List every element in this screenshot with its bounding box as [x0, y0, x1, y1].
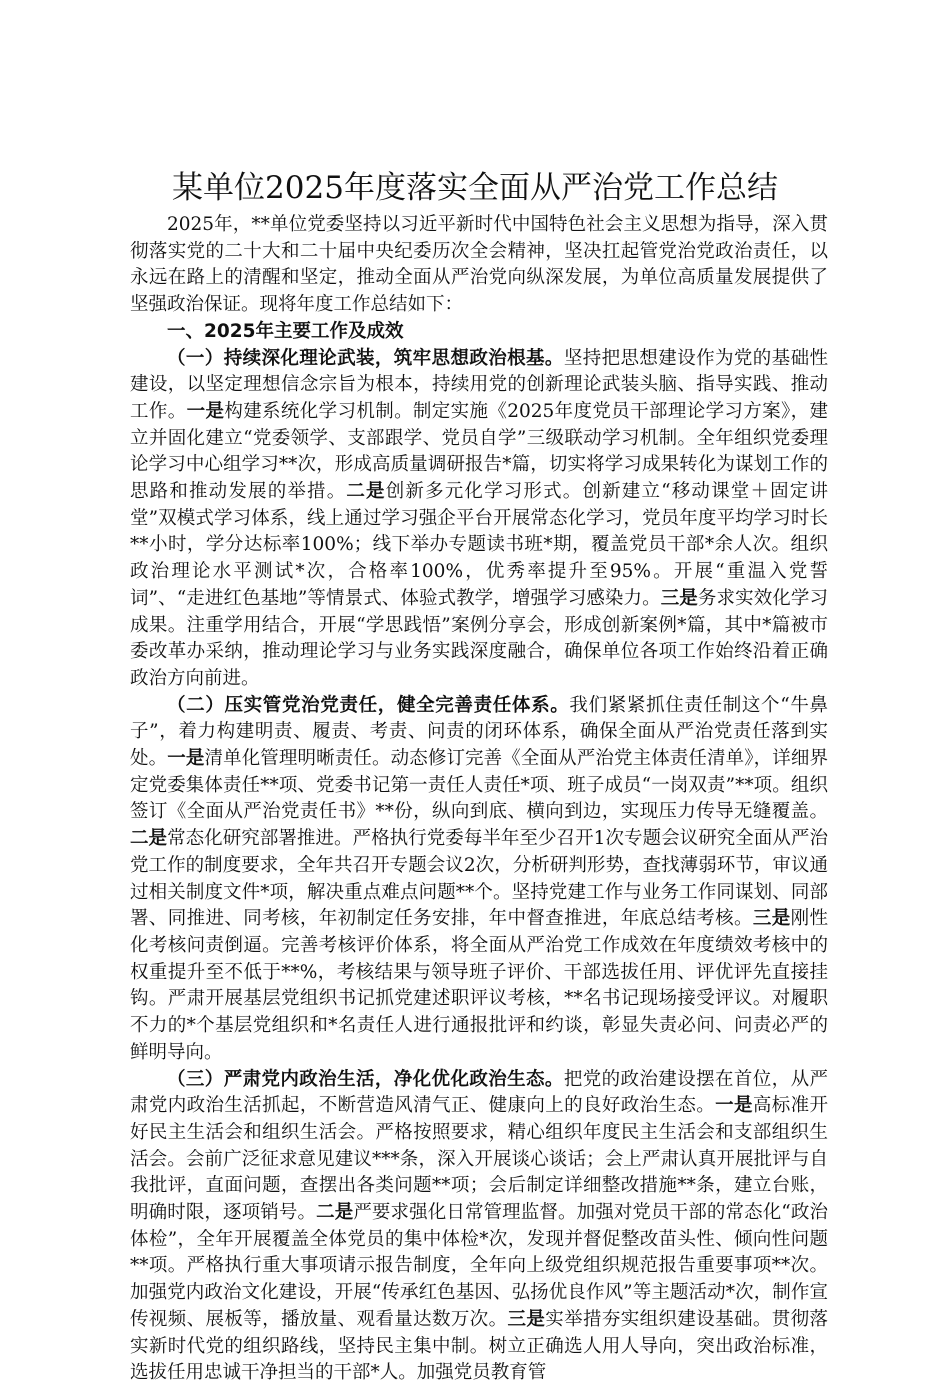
subsection-1-text-4: 务求实效化学习成果。注重学用结合，开展“学思践悟”案例分享会，形成创新案例*篇，其中*篇被市委改革办采纳，推动理论学习与业务实践深度融合，确保单位各项工作始终沿着正确政治方向前进。: [130, 587, 828, 689]
subsection-paragraph-2: [130, 693, 828, 1067]
subsection-1-text-1: 坚持把思想建设作为党的基础性建设，以坚定理想信念宗旨为根本，持续用党的创新理论武装头脑、指导实践、推动工作。: [130, 347, 828, 422]
subsection-1-text-2: 构建系统化学习机制。制定实施《2025年度党员干部理论学习方案》，建立并固化建立“党委领学、支部跟学、党员自学”三级联动学习机制。全年组织党委理论学习中心组学习**次，形成高质量调研报告*篇，切实将学习成果转化为谋划工作的思路和推动发展的举措。: [130, 400, 828, 503]
subsection-2-key-1: 一是: [167, 748, 205, 770]
subsection-3-key-3: 三是: [507, 1308, 546, 1330]
subsection-lead-1: （一）持续深化理论武装，筑牢思想政治根基。: [167, 347, 564, 369]
subsection-3-text-2: 高标准开好民主生活会和组织生活会。严格按照要求，精心组织年度民主生活会和支部组织生活会。会前广泛征求意见建议***条，深入开展谈心谈话；会上严肃认真开展批评与自我批评，直面问题，查摆出各类问题**项；会后制定详细整改措施**条，建立台账，明确时限，逐项销号。: [130, 1095, 828, 1224]
subsection-3-text-4: 实举措夯实组织建设基础。贯彻落实新时代党的组织路线，坚持民主集中制。树立正确选人用人导向，突出政治标准，选拔任用忠诚干净担当的干部*人。加强党员教育管: [130, 1308, 828, 1384]
subsection-2-text-4: 刚性化考核问责倒逼。完善考核评价体系，将全面从严治党工作成效在年度绩效考核中的权重提升至不低于**%，考核结果与领导班子评价、干部选拔任用、评优评先直接挂钩。严肃开展基层党组织书记抓党建述职评议考核，**名书记现场接受评议。对履职不力的*个基层党组织和*名责任人进行通报批评和约谈，彰显失责必问、问责必严的鲜明导向。: [130, 908, 828, 1063]
subsection-paragraph-3: [130, 1067, 828, 1387]
document-body: [130, 212, 828, 1387]
subsection-1-key-2: 二是: [346, 481, 386, 503]
subsection-2-key-3: 三是: [752, 908, 791, 930]
subsection-2-text-2: 清单化管理明晰责任。动态修订完善《全面从严治党主体责任清单》，详细界定党委集体责任**项、党委书记第一责任人责任*项、班子成员“一岗双责”**项。组织签订《全面从严治党责任书》**份，纵向到底、横向到边，实现压力传导无缝覆盖。: [130, 748, 828, 823]
subsection-3-text-3: 严要求强化日常管理监督。加强对党员干部的常态化“政治体检”，全年开展覆盖全体党员的集中体检*次，发现并督促整改苗头性、倾向性问题**项。严格执行重大事项请示报告制度，全年向上级党组织规范报告重要事项**次。加强党内政治文化建设，开展“传承红色基因、弘扬优良作风”等主题活动*次，制作宣传视频、展板等，播放量、观看量达数万次。: [130, 1202, 828, 1330]
subsection-2-text-1: 我们紧紧抓住责任制这个“牛鼻子”，着力构建明责、履责、考责、问责的闭环体系，确保全面从严治党责任落到实处。: [130, 694, 828, 770]
subsection-3-key-1: 一是: [715, 1095, 753, 1117]
subsection-1-text-3: 创新多元化学习形式。创新建立“移动课堂＋固定讲堂”双模式学习体系，线上通过学习强企平台开展常态化学习，党员年度平均学习时长**小时，学分达标率100%；线下举办专题读书班*期，覆盖党员干部*余人次。组织政治理论水平测试*次，合格率100%，优秀率提升至95%。开展“重温入党誓词”、“走进红色基地”等情景式、体验式教学，增强学习感染力。: [130, 481, 828, 609]
subsection-2-key-2: 二是: [130, 828, 168, 850]
subsection-lead-2: （二）压实管党治党责任，健全完善责任体系。: [167, 694, 570, 716]
subsection-1-key-3: 三是: [660, 587, 698, 609]
subsection-paragraph-1: [130, 346, 828, 693]
document-title: 某单位2025年度落实全面从严治党工作总结: [172, 170, 778, 206]
intro-paragraph: 2025年，**单位党委坚持以习近平新时代中国特色社会主义思想为指导，深入贯彻落实党的二十大和二十届中央纪委历次全会精神，坚决扛起管党治党政治责任，以永远在路上的清醒和坚定，推动全面从严治党向纵深发展，为单位高质量发展提供了坚强政治保证。现将年度工作总结如下：: [130, 214, 828, 316]
subsection-lead-3: （三）严肃党内政治生活，净化优化政治生态。: [167, 1068, 564, 1090]
section-heading-main-work: 一、2025年主要工作及成效: [167, 320, 404, 342]
subsection-3-key-2: 二是: [316, 1202, 354, 1224]
subsection-1-key-1: 一是: [186, 400, 225, 422]
subsection-2-text-3: 常态化研究部署推进。严格执行党委每半年至少召开1次专题会议研究全面从严治党工作的制度要求，全年共召开专题会议2次，分析研判形势，查找薄弱环节，审议通过相关制度文件*项，解决重点难点问题**个。坚持党建工作与业务工作同谋划、同部署、同推进、同考核，年初制定任务安排，年中督查推进，年底总结考核。: [130, 828, 828, 930]
subsection-3-text-1: 把党的政治建设摆在首位，从严肃党内政治生活抓起，不断营造风清气正、健康向上的良好政治生态。: [130, 1068, 828, 1117]
